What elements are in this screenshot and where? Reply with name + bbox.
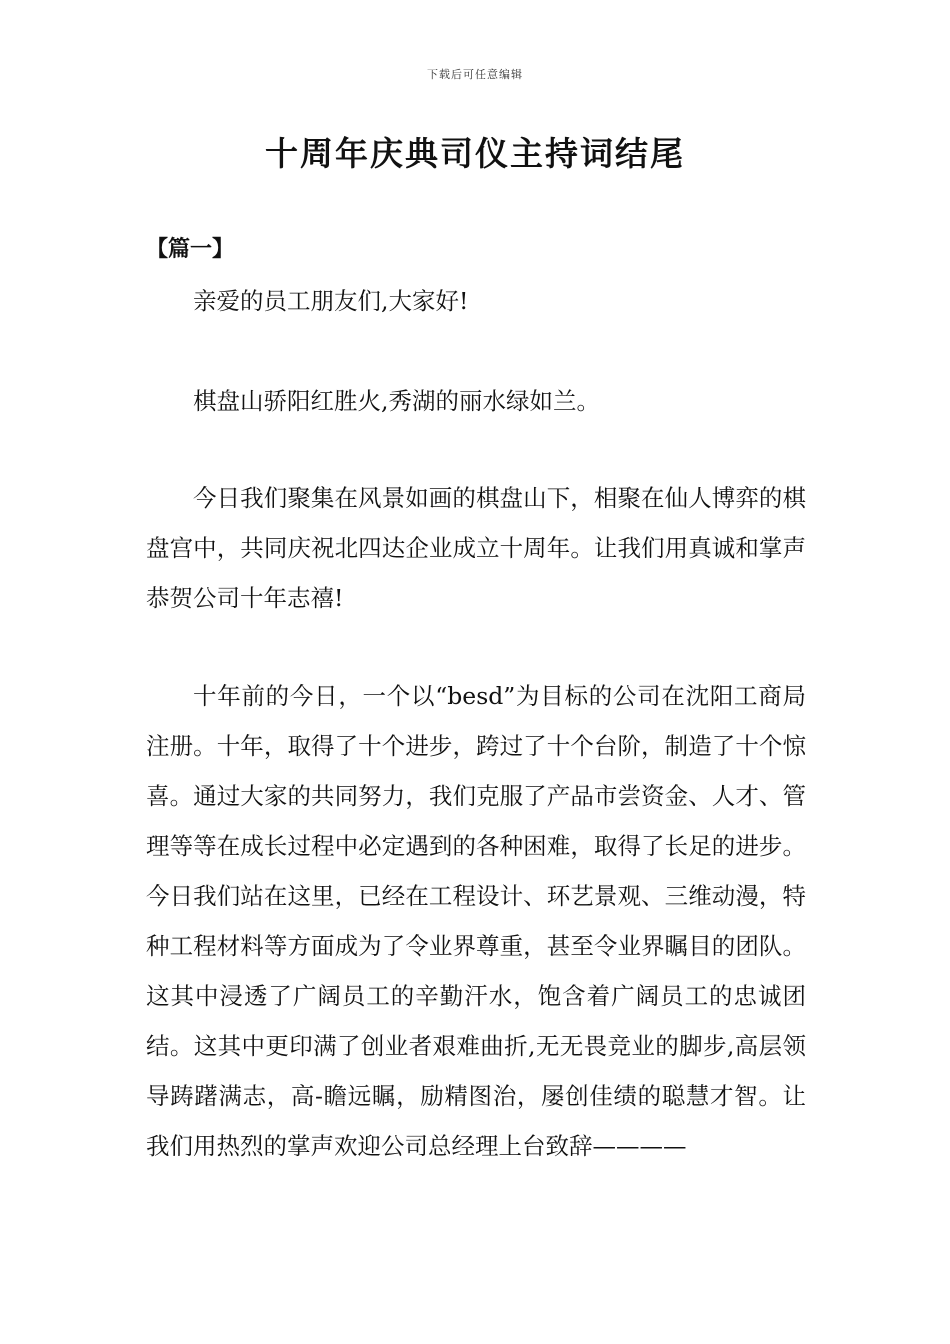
paragraph-scenery: 棋盘山骄阳红胜火,秀湖的丽水绿如兰。 — [193, 387, 600, 415]
paragraph-greeting: 亲爱的员工朋友们,大家好! — [193, 287, 469, 315]
paragraph-gathering: 今日我们聚集在风景如画的棋盘山下，相聚在仙人博弈的棋盘宫中，共同庆祝北四达企业成立十周年。让我们用真诚和掌声恭贺公司十年志禧! — [146, 484, 806, 612]
paragraph-history: 十年前的今日，一个以“besd”为目标的公司在沈阳工商局注册。十年，取得了十个进步，跨过了十个台阶，制造了十个惊喜。通过大家的共同努力，我们克服了产品市尝资金、人才、管理等等在成长过程中必定遇到的各种困难，取得了长足的进步。今日我们站在这里，已经在工程设计、环艺景观、三维动漫，特种工程材料等方面成为了令业界尊重，甚至令业界瞩目的团队。这其中浸透了广阔员工的辛勤汗水，饱含着广阔员工的忠诚团结。这其中更印满了创业者艰难曲折,无无畏竞业的脚步,高层领导踌躇满志，高-瞻远瞩，励精图治，屡创佳绩的聪慧才智。让我们用热烈的掌声欢迎公司总经理上台致辞———— — [146, 682, 806, 1160]
header-note: 下载后可任意编辑 — [427, 68, 523, 81]
section-label: 【篇一】 — [146, 237, 235, 262]
document-title: 十周年庆典司仪主持词结尾 — [265, 134, 685, 173]
